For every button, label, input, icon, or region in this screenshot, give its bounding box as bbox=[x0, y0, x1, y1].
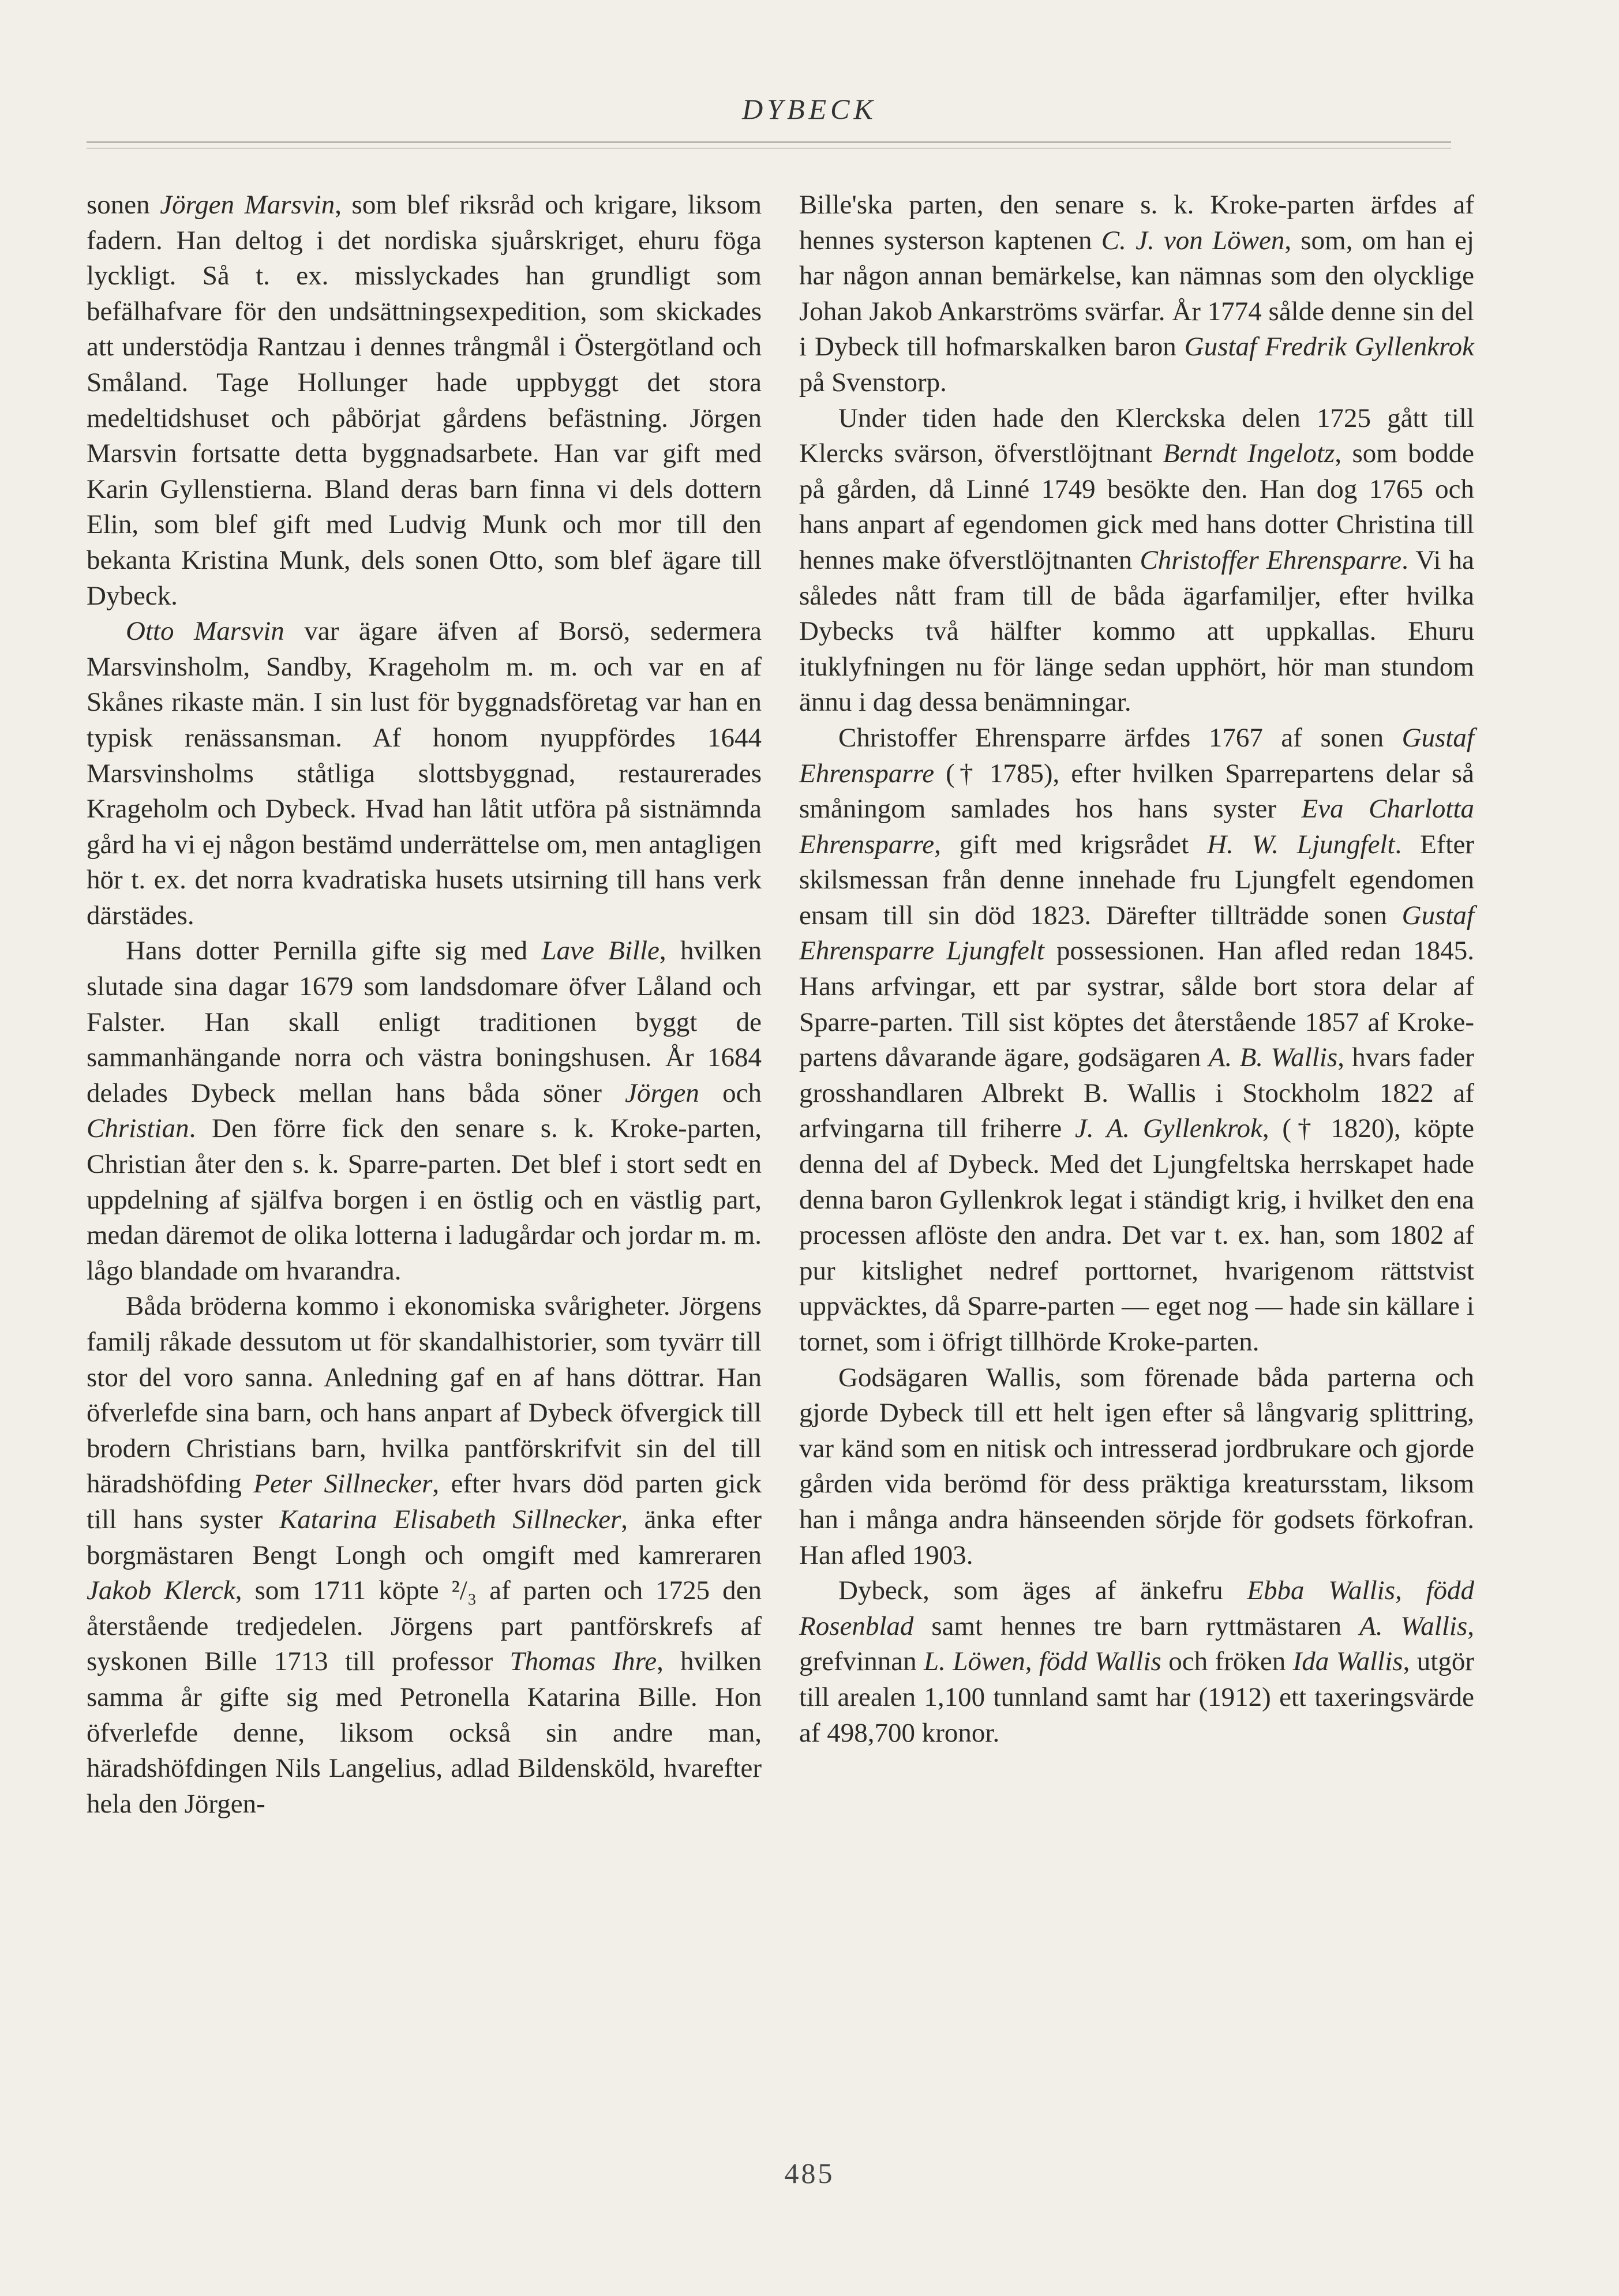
page-number: 485 bbox=[784, 2157, 835, 2189]
right-column bbox=[799, 187, 1474, 1751]
left-column bbox=[87, 187, 762, 1822]
running-head: DYBECK bbox=[742, 93, 877, 125]
header-rule-thin bbox=[87, 148, 1451, 149]
header-rule bbox=[87, 141, 1451, 143]
paragraph: Otto Marsvin var ägare äfven af Borsö, sedermera Marsvinsholm, Sandby, Krageholm m. m. och var en af Skånes rikaste män. I sin lust för byggnadsföretag var han en typisk renässansman. Af honom nyuppfördes 1644 Marsvinsholms ståtliga slottsbyggnad, restaurerades Krageholm och Dybeck. Hvad han låtit utföra på sistnämnda gård ha vi ej någon bestämd underrättelse om, men antagligen hör t. ex. det norra kvadratiska husets utsirning till hans verk därstädes. bbox=[87, 616, 762, 931]
paragraph: Bille'ska parten, den senare s. k. Kroke-parten ärfdes af hennes systerson kaptenen C. J. von Löwen, som, om han ej har någon annan bemärkelse, kan nämnas som den olycklige Johan Jakob Ankarströms svärfar. År 1774 sålde denne sin del i Dybeck till hofmarskalken baron Gustaf Fredrik Gyllenkrok på Svenstorp. bbox=[799, 190, 1474, 397]
paragraph: Godsägaren Wallis, som förenade båda parterna och gjorde Dybeck till ett helt igen efter så långvarig splittring, var känd som en nitisk och intresserad jordbrukare och gjorde gården vida berömd för dess präktiga kreatursstam, liksom han i många andra hänseenden sörjde för godsets förkofran. Han afled 1903. bbox=[799, 1362, 1474, 1570]
paragraph: Dybeck, som äges af änkefru Ebba Wallis, född Rosenblad samt hennes tre barn ryttmästaren A. Wallis, grefvinnan L. Löwen, född Wallis och fröken Ida Wallis, utgör till arealen 1,100 tunnland samt har (1912) ett taxeringsvärde af 498,700 kronor. bbox=[799, 1575, 1475, 1748]
paragraph: Christoffer Ehrensparre ärfdes 1767 af sonen Gustaf Ehrensparre († 1785), efter hvilken Sparrepartens delar så småningom samlades hos hans syster Eva Charlotta Ehrensparre, gift med krigsrådet H. W. Ljungfelt. Efter skilsmessan från denne innehade fru Ljungfelt egendomen ensam till sin död 1823. Därefter tillträdde sonen Gustaf Ehrensparre Ljungfelt possessionen. Han afled redan 1845. Hans arfvingar, ett par systrar, sålde bort stora delar af Sparre-parten. Till sist köptes det återstående 1857 af Kroke-partens dåvarande ägare, godsägaren A. B. Wallis, hvars fader grosshandlaren Albrekt B. Wallis i Stockholm 1822 af arfvingarna till friherre J. A. Gyllenkrok, († 1820), köpte denna del af Dybeck. Med det Ljungfeltska herrskapet hade denna baron Gyllenkrok legat i ständigt krig, i hvilket den ena processen aflöste den andra. Det var t. ex. han, som 1802 af pur kitslighet nedref porttornet, hvarigenom rättstvist uppväcktes, då Sparre-parten — eget nog — hade sin källare i tornet, som i öfrigt tillhörde Kroke-parten. bbox=[799, 722, 1474, 1357]
paragraph: Båda bröderna kommo i ekonomiska svårigheter. Jörgens familj råkade dessutom ut för skandalhistorier, som tyvärr till stor del voro sanna. Anledning gaf en af hans döttrar. Han öfverlefde sina barn, och hans anpart af Dybeck öfvergick till brodern Christians barn, hvilka pantförskrifvit sin del till häradshöfding Peter Sillnecker, efter hvars död parten gick till hans syster Katarina Elisabeth Sillnecker, änka efter borgmästaren Bengt Longh och omgift med kamreraren Jakob Klerck, som 1711 köpte ²/₃ af parten och 1725 den återstående tredjedelen. Jörgens part pantförskrefs af syskonen Bille 1713 till professor Thomas Ihre, hvilken samma år gifte sig med Petronella Katarina Bille. Hon öfverlefde denne, liksom också sin andre man, häradshöfdingen Nils Langelius, adlad Bildensköld, hvarefter hela den Jörgen- bbox=[87, 1291, 762, 1819]
paragraph: sonen Jörgen Marsvin, som blef riksråd och krigare, liksom fadern. Han deltog i det nordiska sjuårskriget, ehuru föga lyckligt. Så t. ex. misslyckades han grundligt som befälhafvare för den undsättningsexpedition, som skickades att understödja Rantzau i dennes trångmål i Östergötland och Småland. Tage Hollunger hade uppbyggt det stora medeltidshuset och påbörjat gårdens befästning. Jörgen Marsvin fortsatte detta byggnadsarbete. Han var gift med Karin Gyllenstierna. Bland deras barn finna vi dels dottern Elin, som blef gift med Ludvig Munk och mor till den bekanta Kristina Munk, dels sonen Otto, som blef ägare till Dybeck. bbox=[87, 190, 762, 611]
paragraph: Under tiden hade den Klerckska delen 1725 gått till Klercks svärson, öfverstlöjtnant Berndt Ingelotz, som bodde på gården, då Linné 1749 besökte den. Han dog 1765 och hans anpart af egendomen gick med hans dotter Christina till hennes make öfverstlöjtnanten Christoffer Ehrensparre. Vi ha således nått fram till de båda ägarfamiljer, efter hvilka Dybecks två hälfter kommo att uppkallas. Ehuru ituklyfningen nu för länge sedan upphört, hör man stundom ännu i dag dessa benämningar. bbox=[799, 403, 1475, 718]
text-columns bbox=[87, 187, 1475, 2137]
paragraph: Hans dotter Pernilla gifte sig med Lave Bille, hvilken slutade sina dagar 1679 som landsdomare öfver Låland och Falster. Han skall enligt traditionen byggt de sammanhängande norra och västra boningshusen. År 1684 delades Dybeck mellan hans båda söner Jörgen och Christian. Den förre fick den senare s. k. Kroke-parten, Christian åter den s. k. Sparre-parten. Det blef i stort sedt en uppdelning af själfva borgen i en östlig och en västlig part, medan däremot de olika lotterna i ladugårdar och jordar m. m. lågo blandade om hvarandra. bbox=[87, 936, 762, 1286]
